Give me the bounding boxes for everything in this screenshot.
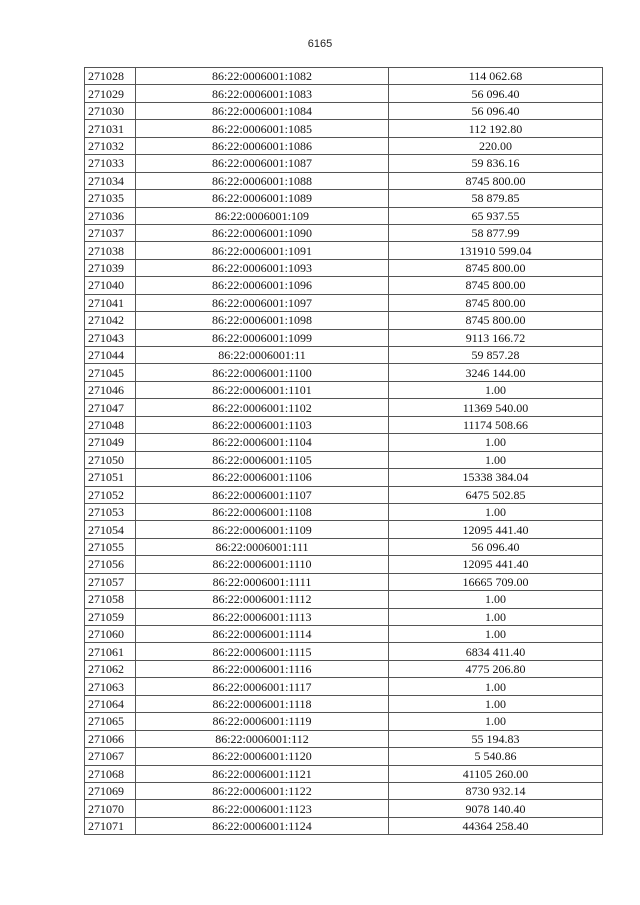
row-number-cell: 271066 <box>85 730 136 747</box>
value-cell: 1.00 <box>389 381 603 398</box>
table-row <box>85 765 603 782</box>
cadastral-number-cell: 86:22:0006001:111 <box>136 538 389 555</box>
table-row <box>85 416 603 433</box>
table-row <box>85 782 603 799</box>
row-number-cell: 271060 <box>85 626 136 643</box>
row-number-cell: 271071 <box>85 817 136 834</box>
cadastral-number-cell: 86:22:0006001:1091 <box>136 242 389 259</box>
cadastral-number-cell: 86:22:0006001:1100 <box>136 364 389 381</box>
value-cell: 1.00 <box>389 626 603 643</box>
table-row <box>85 730 603 747</box>
value-cell: 1.00 <box>389 713 603 730</box>
row-number-cell: 271058 <box>85 591 136 608</box>
value-cell: 112 192.80 <box>389 120 603 137</box>
cadastral-number-cell: 86:22:0006001:1109 <box>136 521 389 538</box>
value-cell: 59 857.28 <box>389 347 603 364</box>
table-row <box>85 120 603 137</box>
row-number-cell: 271049 <box>85 434 136 451</box>
cadastral-number-cell: 86:22:0006001:109 <box>136 207 389 224</box>
value-cell: 114 062.68 <box>389 68 603 85</box>
cadastral-number-cell: 86:22:0006001:1120 <box>136 748 389 765</box>
value-cell: 11174 508.66 <box>389 416 603 433</box>
cadastral-number-cell: 86:22:0006001:1101 <box>136 381 389 398</box>
value-cell: 8745 800.00 <box>389 259 603 276</box>
row-number-cell: 271050 <box>85 451 136 468</box>
value-cell: 16665 709.00 <box>389 573 603 590</box>
table-row <box>85 207 603 224</box>
value-cell: 9078 140.40 <box>389 800 603 817</box>
row-number-cell: 271039 <box>85 259 136 276</box>
row-number-cell: 271043 <box>85 329 136 346</box>
value-cell: 3246 144.00 <box>389 364 603 381</box>
row-number-cell: 271064 <box>85 695 136 712</box>
cadastral-number-cell: 86:22:0006001:1117 <box>136 678 389 695</box>
row-number-cell: 271059 <box>85 608 136 625</box>
cadastral-number-cell: 86:22:0006001:1084 <box>136 102 389 119</box>
table-row <box>85 85 603 102</box>
value-cell: 5 540.86 <box>389 748 603 765</box>
cadastral-number-cell: 86:22:0006001:1119 <box>136 713 389 730</box>
table-row <box>85 800 603 817</box>
value-cell: 56 096.40 <box>389 102 603 119</box>
row-number-cell: 271032 <box>85 137 136 154</box>
value-cell: 12095 441.40 <box>389 521 603 538</box>
row-number-cell: 271028 <box>85 68 136 85</box>
value-cell: 8730 932.14 <box>389 782 603 799</box>
value-cell: 15338 384.04 <box>389 469 603 486</box>
cadastral-number-cell: 86:22:0006001:1122 <box>136 782 389 799</box>
cadastral-number-cell: 86:22:0006001:1098 <box>136 312 389 329</box>
cadastral-number-cell: 86:22:0006001:1114 <box>136 626 389 643</box>
value-cell: 59 836.16 <box>389 155 603 172</box>
table-row <box>85 660 603 677</box>
value-cell: 8745 800.00 <box>389 172 603 189</box>
table-row <box>85 591 603 608</box>
row-number-cell: 271057 <box>85 573 136 590</box>
cadastral-number-cell: 86:22:0006001:1103 <box>136 416 389 433</box>
value-cell: 1.00 <box>389 434 603 451</box>
value-cell: 8745 800.00 <box>389 277 603 294</box>
value-cell: 56 096.40 <box>389 85 603 102</box>
table-row <box>85 573 603 590</box>
value-cell: 1.00 <box>389 678 603 695</box>
value-cell: 58 879.85 <box>389 190 603 207</box>
cadastral-number-cell: 86:22:0006001:1083 <box>136 85 389 102</box>
table-row <box>85 521 603 538</box>
cadastral-number-cell: 86:22:0006001:1108 <box>136 503 389 520</box>
table-row <box>85 748 603 765</box>
row-number-cell: 271062 <box>85 660 136 677</box>
row-number-cell: 271035 <box>85 190 136 207</box>
cadastral-number-cell: 86:22:0006001:1124 <box>136 817 389 834</box>
value-cell: 41105 260.00 <box>389 765 603 782</box>
table-row <box>85 538 603 555</box>
value-cell: 1.00 <box>389 503 603 520</box>
table-row <box>85 172 603 189</box>
cadastral-number-cell: 86:22:0006001:1121 <box>136 765 389 782</box>
value-cell: 131910 599.04 <box>389 242 603 259</box>
table-row <box>85 817 603 834</box>
row-number-cell: 271047 <box>85 399 136 416</box>
value-cell: 56 096.40 <box>389 538 603 555</box>
value-cell: 58 877.99 <box>389 224 603 241</box>
row-number-cell: 271041 <box>85 294 136 311</box>
table-row <box>85 364 603 381</box>
cadastral-number-cell: 86:22:0006001:1123 <box>136 800 389 817</box>
cadastral-number-cell: 86:22:0006001:1113 <box>136 608 389 625</box>
value-cell: 8745 800.00 <box>389 312 603 329</box>
cadastral-number-cell: 86:22:0006001:1105 <box>136 451 389 468</box>
value-cell: 8745 800.00 <box>389 294 603 311</box>
table-row <box>85 695 603 712</box>
row-number-cell: 271034 <box>85 172 136 189</box>
table-row <box>85 259 603 276</box>
row-number-cell: 271056 <box>85 556 136 573</box>
table-row <box>85 381 603 398</box>
page-number: 6165 <box>307 38 333 50</box>
cadastral-number-cell: 86:22:0006001:1115 <box>136 643 389 660</box>
table-row <box>85 277 603 294</box>
value-cell: 1.00 <box>389 695 603 712</box>
table-row <box>85 312 603 329</box>
value-cell: 44364 258.40 <box>389 817 603 834</box>
value-cell: 9113 166.72 <box>389 329 603 346</box>
cadastral-number-cell: 86:22:0006001:1082 <box>136 68 389 85</box>
table-row <box>85 608 603 625</box>
row-number-cell: 271036 <box>85 207 136 224</box>
cadastral-number-cell: 86:22:0006001:1116 <box>136 660 389 677</box>
row-number-cell: 271044 <box>85 347 136 364</box>
table-row <box>85 678 603 695</box>
cadastral-number-cell: 86:22:0006001:1086 <box>136 137 389 154</box>
cadastral-number-cell: 86:22:0006001:112 <box>136 730 389 747</box>
table-row <box>85 503 603 520</box>
cadastral-number-cell: 86:22:0006001:11 <box>136 347 389 364</box>
cadastral-number-cell: 86:22:0006001:1087 <box>136 155 389 172</box>
value-cell: 12095 441.40 <box>389 556 603 573</box>
cadastral-number-cell: 86:22:0006001:1088 <box>136 172 389 189</box>
row-number-cell: 271068 <box>85 765 136 782</box>
row-number-cell: 271031 <box>85 120 136 137</box>
row-number-cell: 271033 <box>85 155 136 172</box>
row-number-cell: 271054 <box>85 521 136 538</box>
row-number-cell: 271030 <box>85 102 136 119</box>
cadastral-number-cell: 86:22:0006001:1089 <box>136 190 389 207</box>
table-row <box>85 137 603 154</box>
table-row <box>85 713 603 730</box>
row-number-cell: 271055 <box>85 538 136 555</box>
table-row <box>85 294 603 311</box>
row-number-cell: 271048 <box>85 416 136 433</box>
table-row <box>85 224 603 241</box>
row-number-cell: 271029 <box>85 85 136 102</box>
cadastral-number-cell: 86:22:0006001:1111 <box>136 573 389 590</box>
table-row <box>85 242 603 259</box>
table-row <box>85 626 603 643</box>
table-row <box>85 190 603 207</box>
value-cell: 1.00 <box>389 591 603 608</box>
table-row <box>85 102 603 119</box>
value-cell: 1.00 <box>389 608 603 625</box>
row-number-cell: 271046 <box>85 381 136 398</box>
table-row <box>85 399 603 416</box>
value-cell: 6834 411.40 <box>389 643 603 660</box>
value-cell: 6475 502.85 <box>389 486 603 503</box>
cadastral-number-cell: 86:22:0006001:1090 <box>136 224 389 241</box>
table-row <box>85 556 603 573</box>
cadastral-number-cell: 86:22:0006001:1102 <box>136 399 389 416</box>
cadastral-number-cell: 86:22:0006001:1096 <box>136 277 389 294</box>
table-row <box>85 434 603 451</box>
table-row <box>85 155 603 172</box>
table-row <box>85 643 603 660</box>
cadastral-number-cell: 86:22:0006001:1085 <box>136 120 389 137</box>
value-cell: 11369 540.00 <box>389 399 603 416</box>
value-cell: 55 194.83 <box>389 730 603 747</box>
row-number-cell: 271052 <box>85 486 136 503</box>
table-row <box>85 329 603 346</box>
cadastral-number-cell: 86:22:0006001:1099 <box>136 329 389 346</box>
table-row <box>85 451 603 468</box>
table-body <box>85 68 603 835</box>
row-number-cell: 271051 <box>85 469 136 486</box>
cadastral-value-table <box>84 67 603 835</box>
row-number-cell: 271069 <box>85 782 136 799</box>
cadastral-number-cell: 86:22:0006001:1093 <box>136 259 389 276</box>
row-number-cell: 271038 <box>85 242 136 259</box>
value-cell: 65 937.55 <box>389 207 603 224</box>
cadastral-number-cell: 86:22:0006001:1097 <box>136 294 389 311</box>
value-cell: 220.00 <box>389 137 603 154</box>
cadastral-number-cell: 86:22:0006001:1107 <box>136 486 389 503</box>
row-number-cell: 271045 <box>85 364 136 381</box>
value-cell: 4775 206.80 <box>389 660 603 677</box>
table-row <box>85 347 603 364</box>
row-number-cell: 271037 <box>85 224 136 241</box>
table-row <box>85 68 603 85</box>
row-number-cell: 271053 <box>85 503 136 520</box>
row-number-cell: 271063 <box>85 678 136 695</box>
row-number-cell: 271070 <box>85 800 136 817</box>
cadastral-number-cell: 86:22:0006001:1104 <box>136 434 389 451</box>
table-row <box>85 469 603 486</box>
row-number-cell: 271042 <box>85 312 136 329</box>
table-row <box>85 486 603 503</box>
cadastral-number-cell: 86:22:0006001:1106 <box>136 469 389 486</box>
row-number-cell: 271067 <box>85 748 136 765</box>
value-cell: 1.00 <box>389 451 603 468</box>
row-number-cell: 271065 <box>85 713 136 730</box>
cadastral-number-cell: 86:22:0006001:1110 <box>136 556 389 573</box>
row-number-cell: 271040 <box>85 277 136 294</box>
cadastral-number-cell: 86:22:0006001:1112 <box>136 591 389 608</box>
cadastral-number-cell: 86:22:0006001:1118 <box>136 695 389 712</box>
row-number-cell: 271061 <box>85 643 136 660</box>
